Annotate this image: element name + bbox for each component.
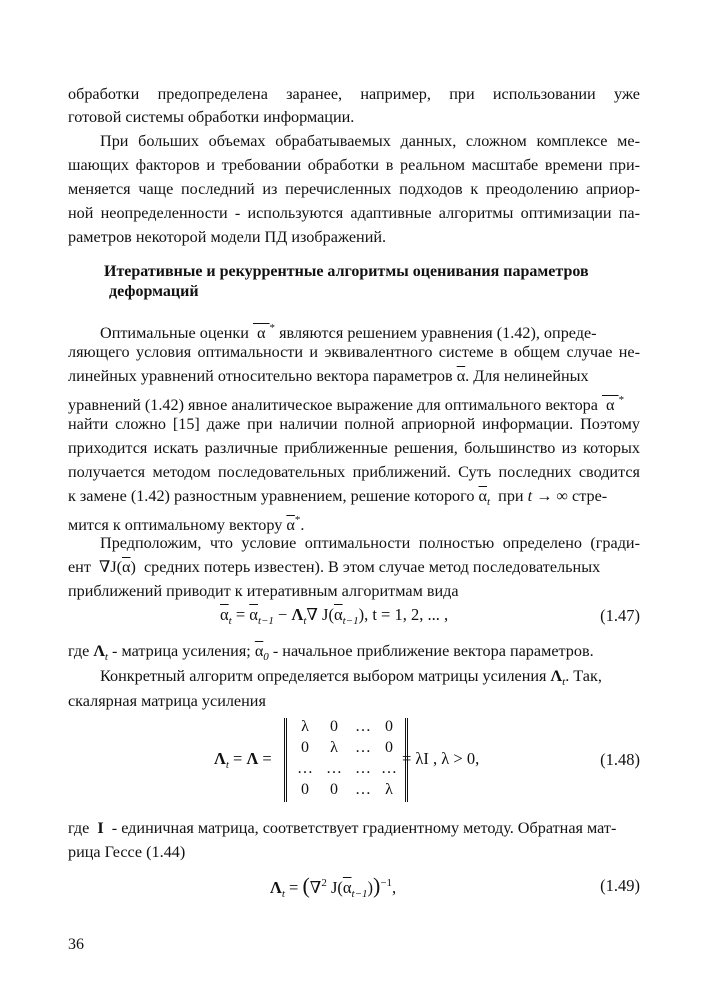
text-line: При больших объемах обрабатываемых данных, сложном комплексе ме- (100, 132, 640, 150)
text-line: Предположим, что условие оптимальности полностью определено (гради- (100, 534, 640, 552)
text-line: скалярная матрица усиления (68, 692, 266, 710)
matrix-cell: … (297, 760, 313, 777)
equation-1-47: $\overline{\alpha}_t = \overline{\alpha}_{t-1} - \Lambda_t\nabla$ $J(\overline{\alpha}_{t-1})$, t = 1, 2, ... , (220, 605, 449, 627)
text-line: Оптимальные оценки α * являются решением уравнения (1.42), опреде- (100, 322, 597, 342)
equation-1-48-lhs: $\Lambda_t = \Lambda$ = (214, 749, 272, 771)
text-line: найти сложно [15] даже при наличии полной априорной информации. Поэтому (68, 415, 640, 433)
text-span: . Для нелинейных (465, 367, 589, 385)
math-alpha-star: $\overline{\alpha}$ (286, 516, 295, 534)
matrix-cell: 0 (385, 718, 393, 735)
text-span: Конкретный алгоритм определяется выбором матрицы усиления (100, 667, 547, 685)
matrix-cell: 0 (330, 718, 338, 735)
section-heading: деформаций (109, 283, 199, 300)
text-line: меняется чаще последний из перечисленных подходов к преодолению априор- (68, 180, 640, 198)
text-span: - матрица усиления; (112, 642, 251, 660)
matrix-lambda (284, 718, 408, 802)
matrix-cell: 0 (301, 739, 309, 756)
equation-1-49: $\Lambda_t = (\nabla^2$ $J(\overline{\alpha}_{t-1}))^{-1}$, (270, 873, 397, 900)
matrix-cell: λ (330, 739, 338, 756)
equation-number: (1.48) (600, 750, 640, 769)
text-span: Оптимальные оценки (100, 324, 249, 342)
text-line: готовой системы обработки информации. (68, 108, 355, 126)
text-span: ент (68, 558, 91, 576)
text-span: средних потерь известен). В этом случае метод последовательных (143, 558, 601, 576)
equation-number: (1.47) (600, 606, 640, 625)
text-line: приходится искать различные приближенные решения, большинство из которых (68, 439, 640, 457)
page-number: 36 (68, 936, 84, 953)
equation-number: (1.49) (600, 876, 640, 895)
text-line: Конкретный алгоритм определяется выбором матрицы усиления $\Lambda_t$. Так, (100, 667, 602, 688)
text-line: уравнений (1.42) явное аналитическое выражение для оптимального вектора α * (68, 394, 625, 414)
matrix-cell: … (381, 760, 397, 777)
matrix-cell: 0 (385, 739, 393, 756)
matrix-cell: … (355, 781, 371, 798)
text-span: к замене (1.42) разностным уравнением, решение которого (68, 487, 475, 505)
text-span: где (68, 642, 90, 660)
text-span: где (68, 819, 90, 837)
math-alpha-star: α (252, 324, 270, 342)
math-alpha-t: $\overline{\alpha}$ (478, 487, 488, 505)
text-line: где $\Lambda_t$ - матрица усиления; $\overline{\alpha}_0$ - начальное приближение вектора параметров. (68, 642, 594, 663)
text-line: раметров некоторой модели ПД изображений. (68, 228, 387, 246)
math-t-to-inf: t (527, 487, 533, 505)
equation-tail: , t = 1, 2, ... , (364, 605, 449, 624)
text-span: стре- (572, 487, 608, 505)
section-heading: Итеративные и рекуррентные алгоритмы оценивания параметров (104, 263, 589, 280)
text-line: ной неопределенности - используются адаптивные алгоритмы оптимизации па- (68, 204, 640, 222)
text-line: мится к оптимальному вектору $\overline{\alpha}^*$. (68, 514, 305, 534)
text-span: являются решением уравнения (1.42), опреде- (279, 324, 597, 342)
matrix-cell: … (326, 760, 342, 777)
text-span: уравнений (1.42) явное аналитическое выражение для оптимального вектора (68, 396, 598, 414)
math-alpha-star: α (602, 396, 619, 414)
matrix-cell: … (355, 760, 371, 777)
matrix-cell: … (355, 718, 371, 735)
text-span: мится к оптимальному вектору (68, 516, 283, 534)
text-line: к замене (1.42) разностным уравнением, решение которого $\overline{\alpha}_t$ при t → ∞ стре- (68, 487, 608, 508)
text-line: ляющего условия оптимальности и эквивалентного системе в общем случае не- (68, 343, 640, 361)
math-alpha: $\overline{\alpha}$ (456, 367, 466, 385)
matrix-cell: λ (385, 781, 393, 798)
matrix-cell: λ (301, 718, 309, 735)
text-span: при (498, 487, 524, 505)
text-line (68, 366, 640, 386)
matrix-cell: 0 (301, 781, 309, 798)
text-line: шающих факторов и требовании обработки в реальном масштабе времени при- (68, 156, 640, 174)
text-span: - начальное приближение вектора параметров. (272, 642, 594, 660)
text-line: где I - единичная матрица, соответствует градиентному методу. Обратная мат- (68, 819, 617, 837)
text-line: получается методом последовательных приближений. Суть последних сводится (68, 463, 640, 481)
text-span: . Так, (565, 667, 602, 685)
equation-1-48-rhs: = λI , λ > 0, (402, 749, 480, 768)
text-line: обработки предопределена заранее, например, при использовании уже (68, 85, 640, 103)
matrix-cell: 0 (330, 781, 338, 798)
text-line: приближений приводит к итеративным алгоритмам вида (68, 582, 459, 600)
text-line: ент $\nabla J(\overline{\alpha})$ средних потерь известен). В этом случае метод последовательных (68, 558, 601, 576)
matrix-cell: … (355, 739, 371, 756)
text-span: - единичная матрица, соответствует градиентному методу. Обратная мат- (111, 819, 617, 837)
text-line: рица Гессе (1.44) (68, 843, 186, 861)
text-span: линейных уравнений относительно вектора параметров (68, 367, 453, 385)
